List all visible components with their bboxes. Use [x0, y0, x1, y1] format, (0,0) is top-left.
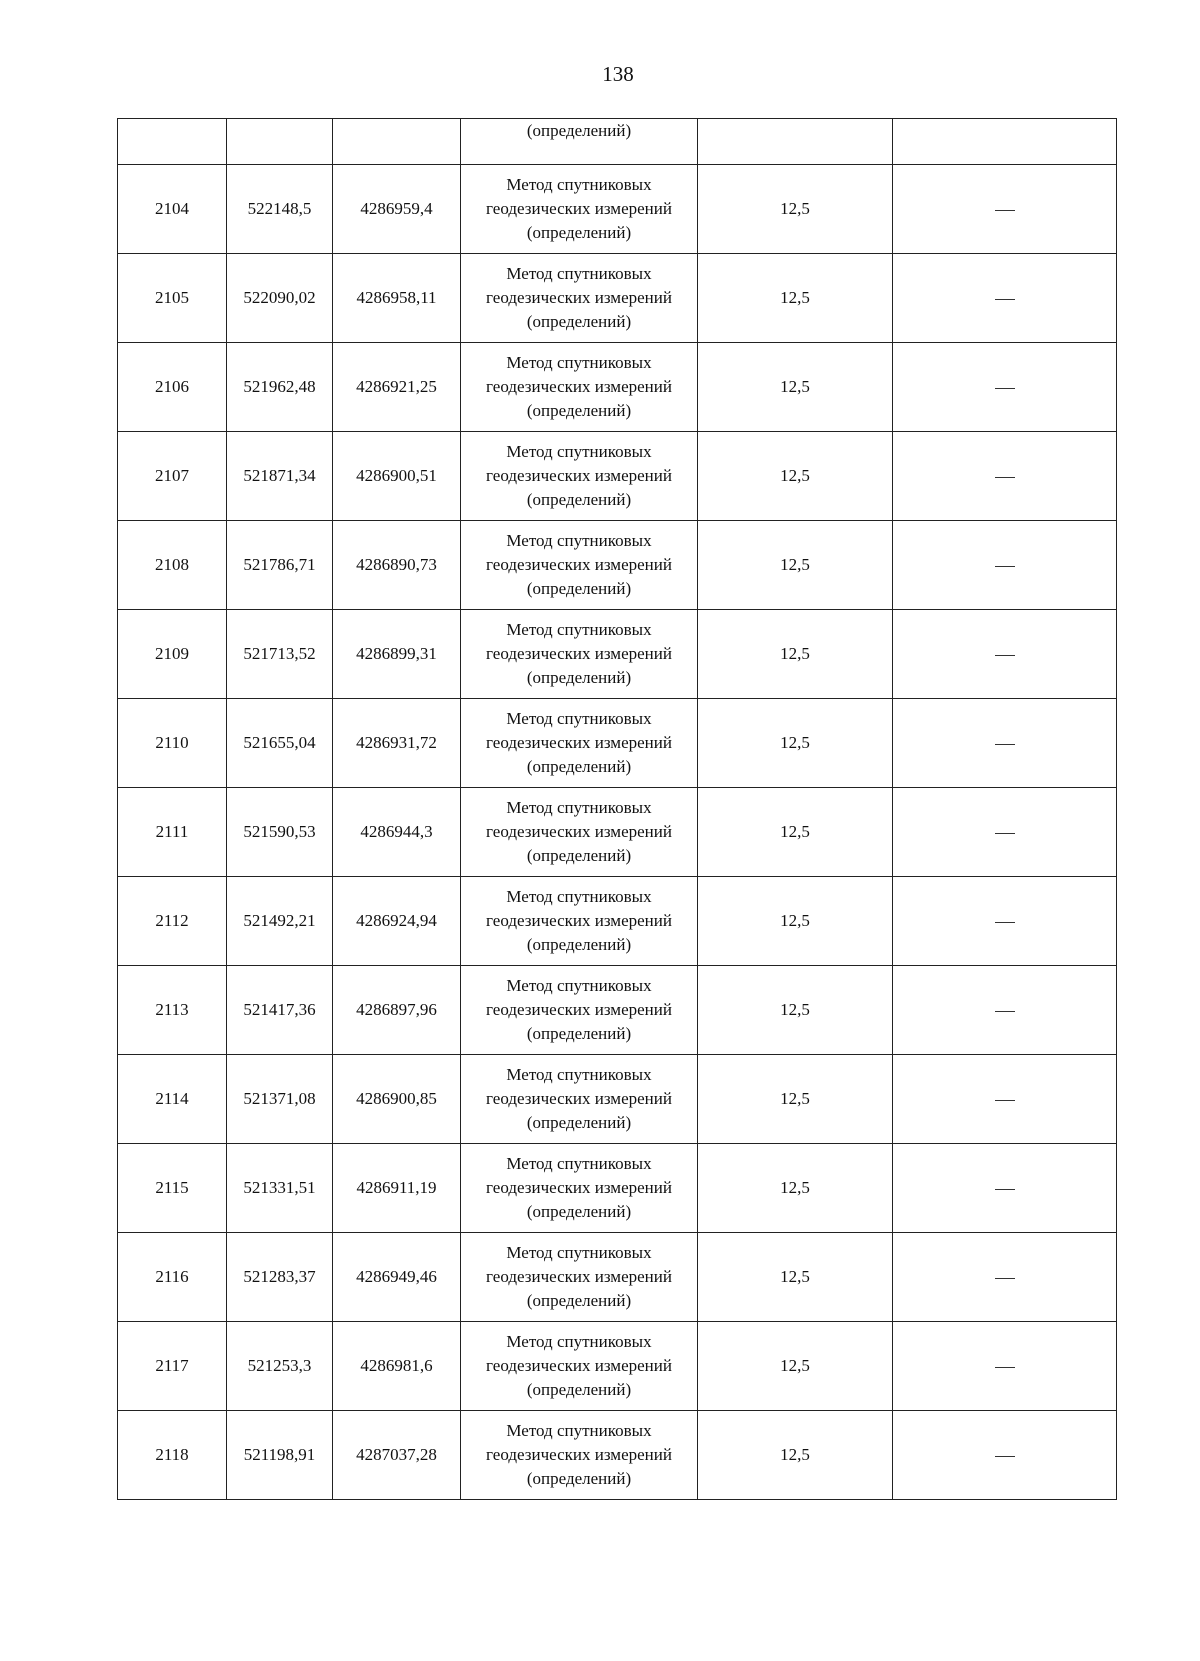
cell-x: 521786,71 — [227, 521, 333, 610]
cell-accuracy: 12,5 — [698, 699, 893, 788]
cell-note — [893, 788, 1117, 877]
method-line: геодезических измерений — [486, 1178, 672, 1197]
table-row — [118, 788, 1117, 877]
dash-mark — [995, 1189, 1015, 1190]
method-line: геодезических измерений — [486, 1267, 672, 1286]
table-row — [118, 165, 1117, 254]
cell-method — [461, 343, 698, 432]
cell-id: 2109 — [118, 610, 227, 699]
cell-method — [461, 254, 698, 343]
table-row — [118, 877, 1117, 966]
dash-mark — [995, 388, 1015, 389]
cell-y: 4286921,25 — [333, 343, 461, 432]
method-line: Метод спутниковых — [506, 620, 652, 639]
cell-id: 2114 — [118, 1055, 227, 1144]
cell-note — [893, 1144, 1117, 1233]
method-line: Метод спутниковых — [506, 1154, 652, 1173]
cell-y: 4286897,96 — [333, 966, 461, 1055]
cell-id: 2111 — [118, 788, 227, 877]
cell-accuracy: 12,5 — [698, 1322, 893, 1411]
table-row — [118, 521, 1117, 610]
method-line: (определений) — [526, 490, 632, 509]
method-line: геодезических измерений — [486, 911, 672, 930]
cell-id: 2115 — [118, 1144, 227, 1233]
cell-method — [461, 1144, 698, 1233]
cell-method — [461, 165, 698, 254]
cell-x: 521283,37 — [227, 1233, 333, 1322]
cell-id: 2112 — [118, 877, 227, 966]
cell-note — [893, 877, 1117, 966]
cell-x: 521331,51 — [227, 1144, 333, 1233]
cell-accuracy: 12,5 — [698, 521, 893, 610]
cell-y: 4286911,19 — [333, 1144, 461, 1233]
cell-method — [461, 699, 698, 788]
cell-method — [461, 432, 698, 521]
cell-id: 2118 — [118, 1411, 227, 1500]
cell-y: 4286924,94 — [333, 877, 461, 966]
method-line: (определений) — [526, 579, 632, 598]
cell-x: 521253,3 — [227, 1322, 333, 1411]
continued-row — [118, 119, 1117, 165]
method-line: Метод спутниковых — [506, 1332, 652, 1351]
method-line: Метод спутниковых — [506, 976, 652, 995]
cell-y: 4286899,31 — [333, 610, 461, 699]
dash-mark — [995, 1367, 1015, 1368]
dash-mark — [995, 655, 1015, 656]
method-line: (определений) — [526, 1380, 632, 1399]
cell-x — [227, 119, 333, 165]
method-line: (определений) — [526, 757, 632, 776]
cell-accuracy: 12,5 — [698, 254, 893, 343]
cell-method: (определений) — [461, 119, 698, 165]
cell-y: 4286949,46 — [333, 1233, 461, 1322]
method-line: геодезических измерений — [486, 1089, 672, 1108]
cell-x: 521590,53 — [227, 788, 333, 877]
cell-y: 4286931,72 — [333, 699, 461, 788]
table-row — [118, 966, 1117, 1055]
cell-x: 522148,5 — [227, 165, 333, 254]
method-line: (определений) — [526, 668, 632, 687]
cell-note — [893, 165, 1117, 254]
cell-accuracy: 12,5 — [698, 1144, 893, 1233]
cell-method — [461, 1322, 698, 1411]
cell-id: 2106 — [118, 343, 227, 432]
cell-note — [893, 343, 1117, 432]
method-line: (определений) — [526, 401, 632, 420]
method-line: Метод спутниковых — [506, 175, 652, 194]
method-line: Метод спутниковых — [506, 887, 652, 906]
method-line: геодезических измерений — [486, 822, 672, 841]
cell-accuracy: 12,5 — [698, 343, 893, 432]
cell-y: 4286944,3 — [333, 788, 461, 877]
cell-note — [893, 521, 1117, 610]
method-line: (определений) — [526, 312, 632, 331]
page-number: 138 — [602, 62, 634, 86]
cell-x: 521492,21 — [227, 877, 333, 966]
method-line: геодезических измерений — [486, 733, 672, 752]
cell-y: 4286890,73 — [333, 521, 461, 610]
cell-note — [893, 254, 1117, 343]
cell-accuracy: 12,5 — [698, 1233, 893, 1322]
cell-id: 2113 — [118, 966, 227, 1055]
table-row — [118, 1411, 1117, 1500]
method-line: геодезических измерений — [486, 288, 672, 307]
method-line: Метод спутниковых — [506, 353, 652, 372]
dash-mark — [995, 1011, 1015, 1012]
method-line: Метод спутниковых — [506, 1243, 652, 1262]
cell-method — [461, 788, 698, 877]
cell-accuracy: 12,5 — [698, 1055, 893, 1144]
dash-mark — [995, 1100, 1015, 1101]
dash-mark — [995, 1278, 1015, 1279]
cell-accuracy: 12,5 — [698, 788, 893, 877]
cell-id: 2105 — [118, 254, 227, 343]
dash-mark — [995, 210, 1015, 211]
dash-mark — [995, 922, 1015, 923]
cell-accuracy: 12,5 — [698, 432, 893, 521]
method-line: геодезических измерений — [486, 1356, 672, 1375]
cell-id: 2110 — [118, 699, 227, 788]
cell-accuracy: 12,5 — [698, 165, 893, 254]
method-line: (определений) — [526, 1291, 632, 1310]
cell-note — [893, 610, 1117, 699]
cell-y: 4286958,11 — [333, 254, 461, 343]
method-line: Метод спутниковых — [506, 709, 652, 728]
method-line: (определений) — [526, 223, 632, 242]
cell-method — [461, 1055, 698, 1144]
cell-accuracy: 12,5 — [698, 610, 893, 699]
dash-mark — [995, 1456, 1015, 1457]
dash-mark — [995, 744, 1015, 745]
cell-y: 4286900,85 — [333, 1055, 461, 1144]
table-row — [118, 343, 1117, 432]
method-line: (определений) — [526, 1113, 632, 1132]
dash-mark — [995, 477, 1015, 478]
cell-accuracy: 12,5 — [698, 1411, 893, 1500]
method-line: (определений) — [526, 1202, 632, 1221]
method-line: Метод спутниковых — [506, 531, 652, 550]
cell-accuracy: 12,5 — [698, 877, 893, 966]
method-line: геодезических измерений — [486, 644, 672, 663]
cell-y: 4286981,6 — [333, 1322, 461, 1411]
cell-id: 2107 — [118, 432, 227, 521]
method-line: Метод спутниковых — [506, 798, 652, 817]
table-row — [118, 1233, 1117, 1322]
cell-y — [333, 119, 461, 165]
cell-method — [461, 1411, 698, 1500]
cell-x: 521871,34 — [227, 432, 333, 521]
cell-accuracy — [698, 119, 893, 165]
cell-x: 521198,91 — [227, 1411, 333, 1500]
cell-y: 4287037,28 — [333, 1411, 461, 1500]
cell-method — [461, 610, 698, 699]
cell-x: 521713,52 — [227, 610, 333, 699]
table-body — [118, 119, 1117, 1500]
method-line: геодезических измерений — [486, 199, 672, 218]
cell-note — [893, 966, 1117, 1055]
method-line: Метод спутниковых — [506, 442, 652, 461]
cell-y: 4286959,4 — [333, 165, 461, 254]
cell-id: 2117 — [118, 1322, 227, 1411]
cell-note — [893, 432, 1117, 521]
dash-mark — [995, 833, 1015, 834]
cell-x: 521417,36 — [227, 966, 333, 1055]
cell-note — [893, 119, 1117, 165]
method-line: (определений) — [526, 846, 632, 865]
cell-id: 2116 — [118, 1233, 227, 1322]
table-row — [118, 432, 1117, 521]
cell-note — [893, 1233, 1117, 1322]
method-line: геодезических измерений — [486, 377, 672, 396]
coordinates-table — [117, 118, 1117, 1500]
cell-method — [461, 1233, 698, 1322]
cell-id: 2104 — [118, 165, 227, 254]
table-row — [118, 1055, 1117, 1144]
table-row — [118, 699, 1117, 788]
table-row — [118, 610, 1117, 699]
method-line: Метод спутниковых — [506, 1065, 652, 1084]
cell-method — [461, 877, 698, 966]
method-line: Метод спутниковых — [506, 1421, 652, 1440]
cell-x: 521962,48 — [227, 343, 333, 432]
table-row — [118, 1322, 1117, 1411]
cell-note — [893, 699, 1117, 788]
cell-method — [461, 521, 698, 610]
cell-y: 4286900,51 — [333, 432, 461, 521]
method-line: (определений) — [526, 1024, 632, 1043]
cell-note — [893, 1055, 1117, 1144]
method-line: геодезических измерений — [486, 466, 672, 485]
method-line: (определений) — [526, 935, 632, 954]
cell-id: 2108 — [118, 521, 227, 610]
cell-x: 522090,02 — [227, 254, 333, 343]
method-line: (определений) — [526, 1469, 632, 1488]
method-line: геодезических измерений — [486, 1445, 672, 1464]
dash-mark — [995, 566, 1015, 567]
dash-mark — [995, 299, 1015, 300]
cell-id — [118, 119, 227, 165]
method-line: геодезических измерений — [486, 1000, 672, 1019]
cell-x: 521371,08 — [227, 1055, 333, 1144]
method-line: Метод спутниковых — [506, 264, 652, 283]
cell-accuracy: 12,5 — [698, 966, 893, 1055]
table-row — [118, 1144, 1117, 1233]
cell-x: 521655,04 — [227, 699, 333, 788]
cell-method — [461, 966, 698, 1055]
cell-note — [893, 1322, 1117, 1411]
method-line: геодезических измерений — [486, 555, 672, 574]
table-row — [118, 254, 1117, 343]
cell-note — [893, 1411, 1117, 1500]
